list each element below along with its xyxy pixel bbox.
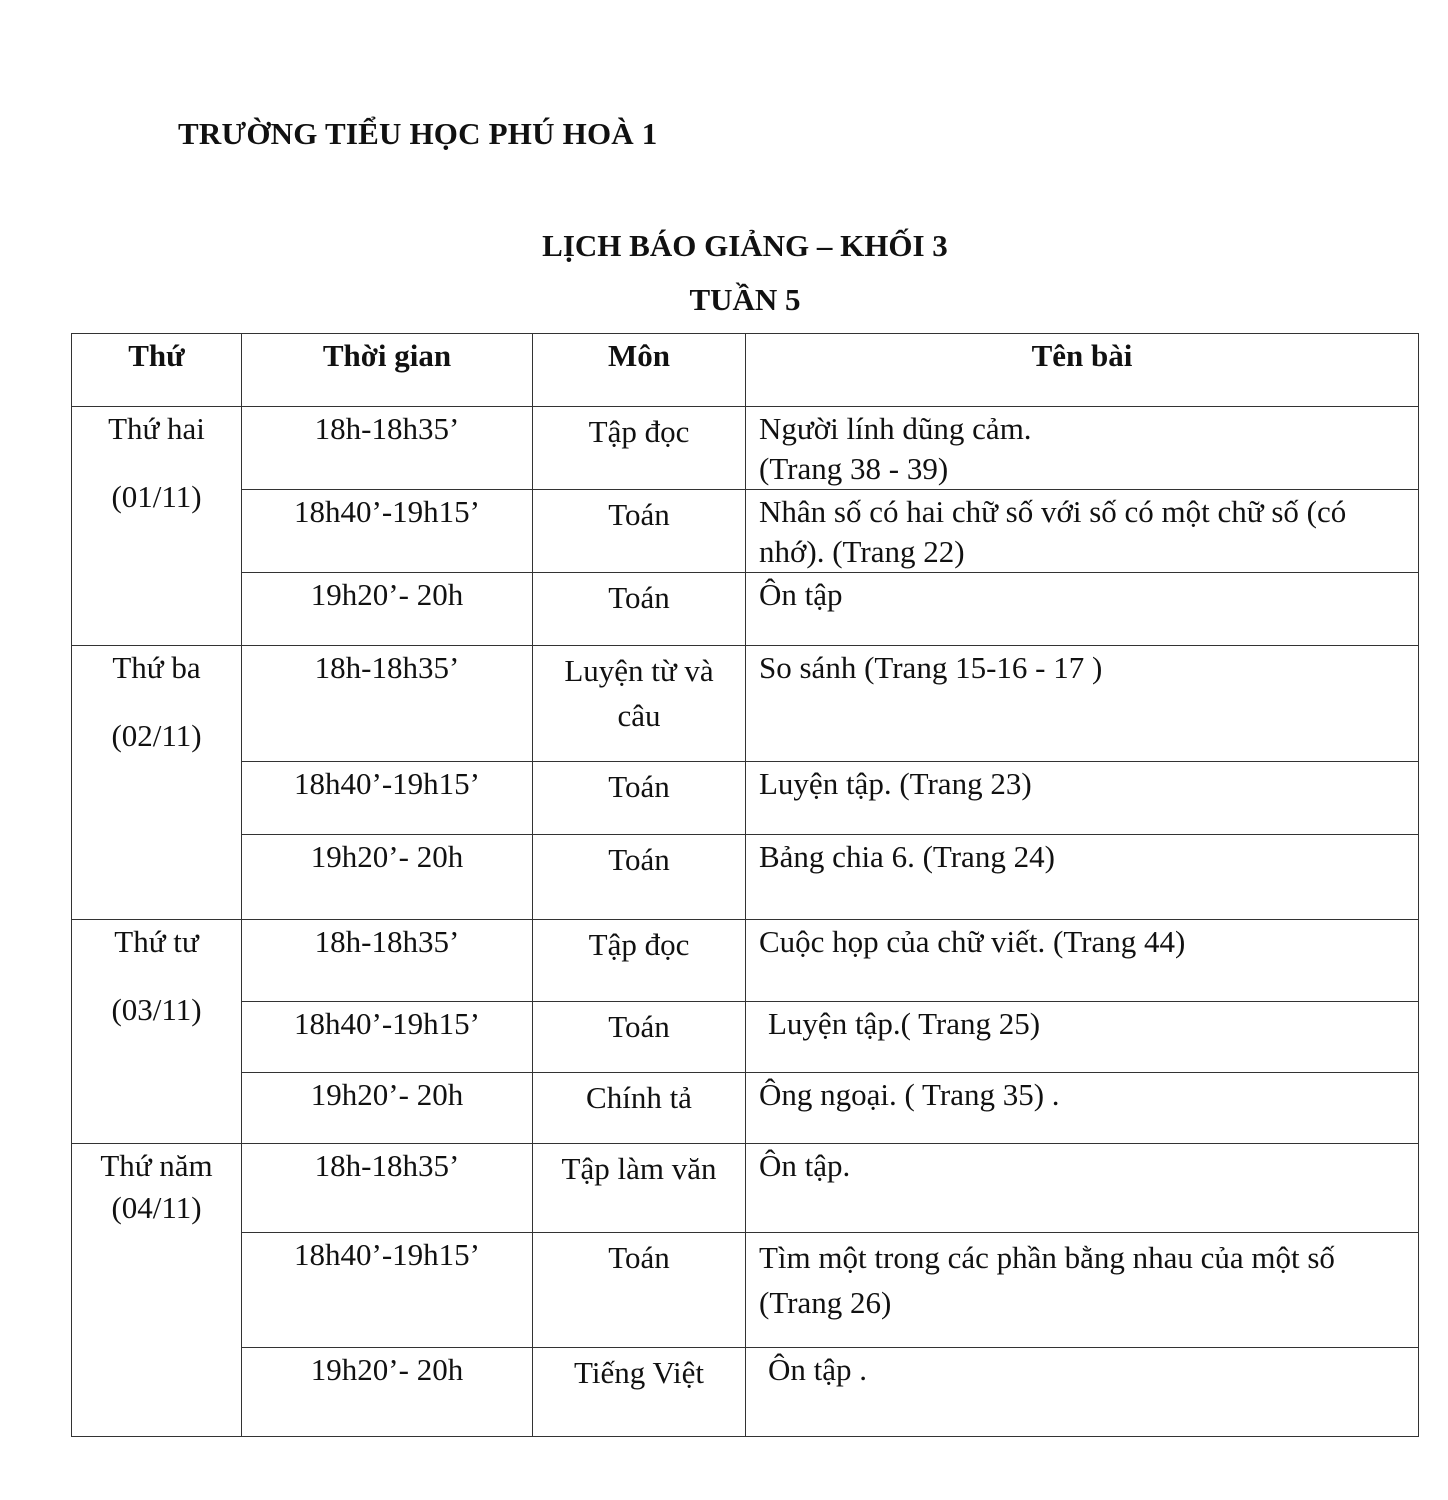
header-day: Thứ <box>72 334 242 407</box>
subject-cell: Tiếng Việt <box>533 1348 746 1437</box>
time-cell: 18h40’-19h15’ <box>242 1233 533 1348</box>
day-name: Thứ ba <box>112 650 201 685</box>
lesson-cell <box>746 407 1419 490</box>
time-cell: 19h20’- 20h <box>242 1073 533 1144</box>
subject-cell: Chính tả <box>533 1073 746 1144</box>
subject-cell: Toán <box>533 573 746 646</box>
day-date: (04/11) <box>111 1190 202 1225</box>
subject-cell: Toán <box>533 835 746 920</box>
table-row <box>72 1002 1419 1073</box>
lesson-cell <box>746 1233 1419 1348</box>
day-date: (03/11) <box>111 992 202 1027</box>
table-row <box>72 1233 1419 1348</box>
table-row <box>72 407 1419 490</box>
subject-cell <box>533 646 746 762</box>
table-row <box>72 920 1419 1002</box>
day-cell <box>72 920 242 1144</box>
day-name: Thứ hai <box>108 411 205 446</box>
table-header-row <box>72 334 1419 407</box>
table-row <box>72 1144 1419 1233</box>
header-lesson: Tên bài <box>746 334 1419 407</box>
time-cell: 18h-18h35’ <box>242 407 533 490</box>
subject-cell: Toán <box>533 490 746 573</box>
subject-cell: Tập làm văn <box>533 1144 746 1233</box>
subject-cell: Tập đọc <box>533 407 746 490</box>
table-row <box>72 1073 1419 1144</box>
day-date: (02/11) <box>111 718 202 753</box>
lesson-line: (Trang 38 - 39) <box>759 451 949 486</box>
week-label: TUẦN 5 <box>689 282 801 317</box>
subject-cell: Tập đọc <box>533 920 746 1002</box>
table-row <box>72 762 1419 835</box>
time-cell: 18h-18h35’ <box>242 920 533 1002</box>
lesson-line: Tìm một trong các phần bằng nhau của một số <box>759 1240 1335 1275</box>
lesson-line: Người lính dũng cảm. <box>759 411 1032 446</box>
table-row <box>72 1348 1419 1437</box>
lesson-line: nhớ). (Trang 22) <box>759 534 965 569</box>
table-row <box>72 646 1419 762</box>
subject-cell: Toán <box>533 762 746 835</box>
time-cell: 19h20’- 20h <box>242 835 533 920</box>
lesson-cell: Luyện tập.( Trang 25) <box>746 1002 1419 1073</box>
schedule-title: LỊCH BÁO GIẢNG – KHỐI 3 <box>542 228 948 263</box>
table-row <box>72 573 1419 646</box>
lesson-cell: Cuộc họp của chữ viết. (Trang 44) <box>746 920 1419 1002</box>
lesson-line: Nhân số có hai chữ số với số có một chữ số (có <box>759 494 1347 529</box>
day-name: Thứ năm <box>100 1148 213 1183</box>
day-cell <box>72 407 242 646</box>
lesson-cell <box>746 490 1419 573</box>
time-cell: 18h40’-19h15’ <box>242 490 533 573</box>
day-name: Thứ tư <box>114 924 199 959</box>
time-cell: 18h-18h35’ <box>242 646 533 762</box>
lesson-line: (Trang 26) <box>759 1285 892 1320</box>
subject-line: Luyện từ và <box>564 653 714 688</box>
time-cell: 18h40’-19h15’ <box>242 762 533 835</box>
lesson-cell: Ông ngoại. ( Trang 35) . <box>746 1073 1419 1144</box>
header-time: Thời gian <box>242 334 533 407</box>
time-cell: 18h40’-19h15’ <box>242 1002 533 1073</box>
schedule-table <box>71 333 1419 1437</box>
table-row <box>72 835 1419 920</box>
header-subject: Môn <box>533 334 746 407</box>
lesson-cell: Luyện tập. (Trang 23) <box>746 762 1419 835</box>
lesson-cell: Ôn tập. <box>746 1144 1419 1233</box>
day-date: (01/11) <box>111 479 202 514</box>
lesson-cell: Ôn tập . <box>746 1348 1419 1437</box>
day-cell <box>72 1144 242 1437</box>
subject-cell: Toán <box>533 1233 746 1348</box>
lesson-cell: Bảng chia 6. (Trang 24) <box>746 835 1419 920</box>
subject-line: câu <box>617 698 661 733</box>
lesson-cell: Ôn tập <box>746 573 1419 646</box>
time-cell: 19h20’- 20h <box>242 573 533 646</box>
school-name: TRƯỜNG TIỂU HỌC PHÚ HOÀ 1 <box>178 116 658 151</box>
lesson-cell: So sánh (Trang 15-16 - 17 ) <box>746 646 1419 762</box>
table-row <box>72 490 1419 573</box>
day-cell <box>72 646 242 920</box>
time-cell: 19h20’- 20h <box>242 1348 533 1437</box>
time-cell: 18h-18h35’ <box>242 1144 533 1233</box>
subject-cell: Toán <box>533 1002 746 1073</box>
